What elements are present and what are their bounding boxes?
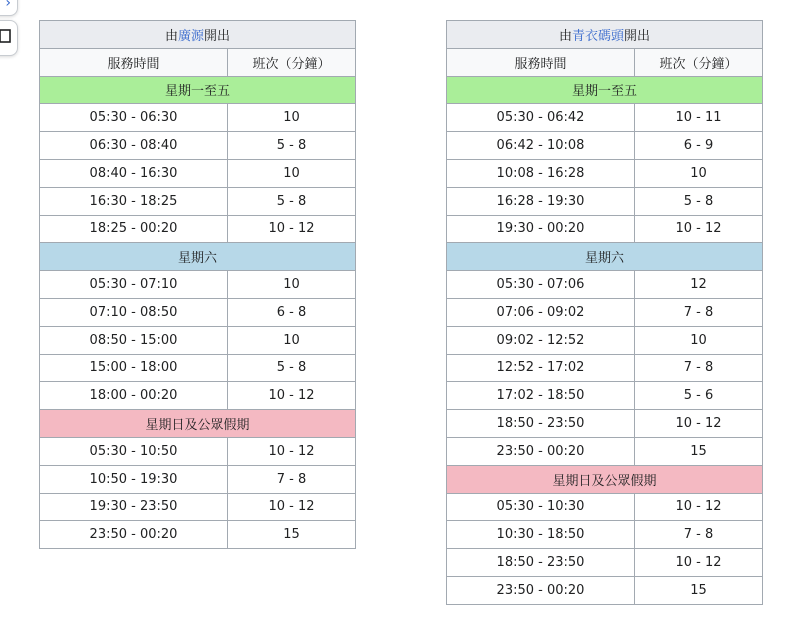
table-row [40, 215, 356, 243]
table-row [447, 215, 763, 243]
time-cell: 05:30 - 07:10 [40, 271, 228, 299]
time-cell: 12:52 - 17:02 [447, 354, 635, 382]
station-link[interactable]: 廣源 [178, 28, 205, 44]
time-cell: 18:25 - 00:20 [40, 215, 228, 243]
section-saturday: 星期六 [447, 243, 763, 271]
table-row [447, 549, 763, 577]
frequency-cell: 5 - 8 [635, 187, 763, 215]
section-weekday: 星期一至五 [40, 76, 356, 104]
time-cell: 16:30 - 18:25 [40, 187, 228, 215]
column-header-time: 服務時間 [40, 48, 228, 76]
table-row [40, 187, 356, 215]
station-link[interactable]: 青衣碼頭 [572, 28, 625, 44]
time-cell: 19:30 - 23:50 [40, 493, 228, 521]
frequency-cell: 5 - 6 [635, 382, 763, 410]
column-header-frequency: 班次（分鐘） [635, 48, 763, 76]
table-row [40, 104, 356, 132]
table-row [447, 271, 763, 299]
section-saturday: 星期六 [40, 243, 356, 271]
frequency-cell: 5 - 8 [228, 132, 356, 160]
time-cell: 05:30 - 10:50 [40, 437, 228, 465]
time-cell: 05:30 - 07:06 [447, 271, 635, 299]
time-cell: 18:00 - 00:20 [40, 382, 228, 410]
table-row [40, 298, 356, 326]
frequency-cell: 10 [228, 159, 356, 187]
table-row [447, 493, 763, 521]
title-prefix: 由 [558, 28, 572, 44]
time-cell: 18:50 - 23:50 [447, 549, 635, 577]
timetable-from-tsing-yi-pier [446, 20, 763, 605]
frequency-cell: 10 [635, 326, 763, 354]
time-cell: 05:30 - 06:42 [447, 104, 635, 132]
time-cell: 07:06 - 09:02 [447, 298, 635, 326]
frequency-cell: 10 - 12 [228, 493, 356, 521]
table-row [40, 437, 356, 465]
time-cell: 23:50 - 00:20 [447, 437, 635, 465]
time-cell: 05:30 - 06:30 [40, 104, 228, 132]
frequency-cell: 10 - 12 [228, 215, 356, 243]
frequency-cell: 5 - 8 [228, 354, 356, 382]
time-cell: 19:30 - 00:20 [447, 215, 635, 243]
section-sunday-holiday: 星期日及公眾假期 [447, 465, 763, 493]
side-toggle-button[interactable] [0, 0, 18, 16]
frequency-cell: 10 [228, 271, 356, 299]
column-header-frequency: 班次（分鐘） [228, 48, 356, 76]
frequency-cell: 10 [228, 104, 356, 132]
frequency-cell: 10 - 11 [635, 104, 763, 132]
side-bookmark-button[interactable] [0, 20, 18, 56]
table-row [40, 465, 356, 493]
table-row [40, 521, 356, 549]
frequency-cell: 7 - 8 [228, 465, 356, 493]
table-row [447, 132, 763, 160]
table-row [447, 576, 763, 604]
frequency-cell: 10 - 12 [635, 493, 763, 521]
frequency-cell: 10 - 12 [228, 437, 356, 465]
time-cell: 23:50 - 00:20 [447, 576, 635, 604]
frequency-cell: 10 - 12 [228, 382, 356, 410]
time-cell: 18:50 - 23:50 [447, 410, 635, 438]
table-row [447, 298, 763, 326]
section-sunday-holiday: 星期日及公眾假期 [40, 410, 356, 438]
table-row [40, 132, 356, 160]
frequency-cell: 7 - 8 [635, 354, 763, 382]
table-row [40, 326, 356, 354]
time-cell: 07:10 - 08:50 [40, 298, 228, 326]
table-row [447, 354, 763, 382]
frequency-cell: 10 - 12 [635, 549, 763, 577]
time-cell: 10:30 - 18:50 [447, 521, 635, 549]
frequency-cell: 6 - 9 [635, 132, 763, 160]
section-weekday: 星期一至五 [447, 76, 763, 104]
frequency-cell: 7 - 8 [635, 521, 763, 549]
table-row [447, 521, 763, 549]
time-cell: 10:08 - 16:28 [447, 159, 635, 187]
frequency-cell: 7 - 8 [635, 298, 763, 326]
time-cell: 06:42 - 10:08 [447, 132, 635, 160]
table-row [40, 159, 356, 187]
time-cell: 17:02 - 18:50 [447, 382, 635, 410]
table-row [447, 437, 763, 465]
time-cell: 06:30 - 08:40 [40, 132, 228, 160]
frequency-cell: 10 [635, 159, 763, 187]
frequency-cell: 6 - 8 [228, 298, 356, 326]
time-cell: 09:02 - 12:52 [447, 326, 635, 354]
time-cell: 23:50 - 00:20 [40, 521, 228, 549]
table-row [447, 159, 763, 187]
table-title [40, 21, 356, 49]
time-cell: 08:40 - 16:30 [40, 159, 228, 187]
time-cell: 15:00 - 18:00 [40, 354, 228, 382]
table-row [447, 382, 763, 410]
frequency-cell: 15 [228, 521, 356, 549]
title-suffix: 開出 [204, 28, 231, 44]
frequency-cell: 10 - 12 [635, 215, 763, 243]
title-prefix: 由 [164, 28, 178, 44]
frequency-cell: 12 [635, 271, 763, 299]
bookmark-icon [0, 29, 11, 47]
time-cell: 05:30 - 10:30 [447, 493, 635, 521]
frequency-cell: 15 [635, 576, 763, 604]
table-title [447, 21, 763, 49]
table-row [447, 187, 763, 215]
table-row [447, 326, 763, 354]
table-row [447, 104, 763, 132]
frequency-cell: 10 - 12 [635, 410, 763, 438]
table-row [40, 493, 356, 521]
time-cell: 08:50 - 15:00 [40, 326, 228, 354]
chevron-icon: › [5, 0, 11, 11]
frequency-cell: 15 [635, 437, 763, 465]
frequency-cell: 10 [228, 326, 356, 354]
column-header-time: 服務時間 [447, 48, 635, 76]
table-row [40, 271, 356, 299]
table-row [40, 382, 356, 410]
title-suffix: 開出 [624, 28, 651, 44]
table-row [447, 410, 763, 438]
table-row [40, 354, 356, 382]
timetable-from-kwong-yuen [39, 20, 356, 549]
frequency-cell: 5 - 8 [228, 187, 356, 215]
time-cell: 16:28 - 19:30 [447, 187, 635, 215]
time-cell: 10:50 - 19:30 [40, 465, 228, 493]
